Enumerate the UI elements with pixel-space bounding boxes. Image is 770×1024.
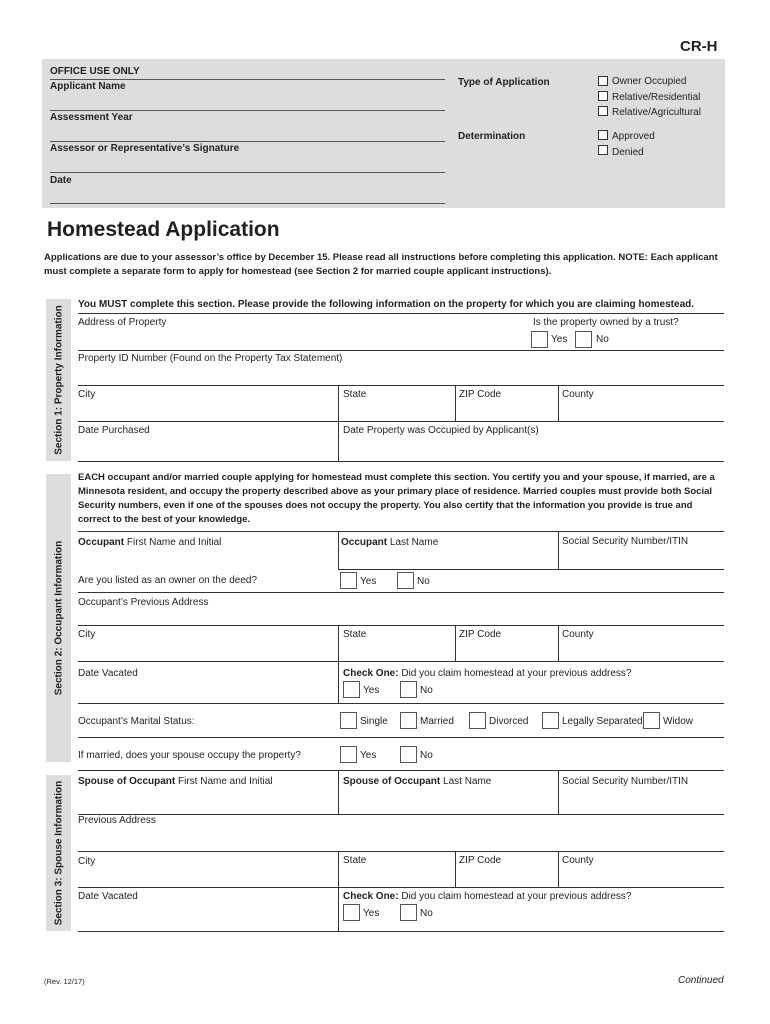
determination-label: Determination [458,131,526,142]
owner-occupied-label: Owner Occupied [612,76,687,87]
divider [338,851,339,887]
assessment-year-label: Assessment Year [50,112,133,123]
owner-occupied-checkbox[interactable] [598,76,608,86]
spouse-occupy-question: If married, does your spouse occupy the property? [78,750,301,761]
marital-widow-checkbox[interactable] [643,712,660,729]
divider [338,531,339,569]
owner-deed-no-label: No [417,576,430,587]
spouse-occupy-no-checkbox[interactable] [400,746,417,763]
section3-tab-label: Section 3: Spouse Information [53,780,64,926]
city-label[interactable]: City [78,389,96,400]
relative-agricultural-label: Relative/Agricultural [612,107,701,118]
spouse-ssn-label[interactable]: Social Security Number/ITIN [562,776,689,787]
date-label: Date [50,175,72,186]
spouse-prev-homestead-yes-checkbox[interactable] [343,904,360,921]
office-use-box [42,59,725,208]
form-code: CR-H [680,38,718,55]
owner-deed-no-checkbox[interactable] [397,572,414,589]
marital-status-label: Occupant’s Marital Status: [78,716,195,727]
spouse-last-name-label[interactable]: Spouse of Occupant Last Name [343,776,492,787]
marital-single-checkbox[interactable] [340,712,357,729]
marital-widow-label: Widow [663,716,694,727]
divider [78,461,724,462]
divider [78,703,724,704]
divider [78,531,724,532]
marital-divorced-label: Divorced [489,716,529,727]
relative-residential-label: Relative/Residential [612,92,701,103]
continued-note: Continued [678,975,724,986]
divider [455,851,456,887]
signature-line[interactable] [50,172,445,173]
spouse-previous-address-label[interactable]: Previous Address [78,815,156,826]
date-line[interactable] [50,203,445,204]
divider [78,737,724,738]
marital-divorced-checkbox[interactable] [469,712,486,729]
divider [78,313,724,314]
address-of-property-label: Address of Property [78,317,167,328]
divider [455,625,456,661]
divider [78,625,724,626]
relative-agricultural-checkbox[interactable] [598,106,608,116]
spouse-state-label[interactable]: State [343,855,367,866]
divider [78,814,724,815]
spouse-city-label[interactable]: City [78,856,96,867]
applicant-name-label: Applicant Name [50,81,126,92]
divider [558,531,559,569]
section1-tab [46,299,71,461]
spouse-prev-homestead-no-label: No [420,908,433,919]
spouse-prev-homestead-no-checkbox[interactable] [400,904,417,921]
assessment-year-line[interactable] [50,141,445,142]
divider [338,569,724,570]
spouse-prev-homestead-question: Check One: Did you claim homestead at your previous address? [343,891,632,902]
approved-label: Approved [612,131,655,142]
county-label[interactable]: County [562,389,594,400]
marital-single-label: Single [360,716,388,727]
trust-no-label: No [596,334,609,345]
section1-tab-label: Section 1: Property Information [53,305,64,455]
occupant-previous-address-label[interactable]: Occupant’s Previous Address [78,597,209,608]
date-occupied-label[interactable]: Date Property was Occupied by Applicant(s) [343,425,539,436]
occupant-last-name-label[interactable]: Occupant Last Name [341,537,439,548]
section2-instruction: EACH occupant and/or married couple applying for homestead must complete this section. You certify you and your spouse, if married, are a Minnesota resident, and occupy the property described above as your primary place of residence. Married couples must provide both Social Security numbers, even if one of the spouses does not occupy the property. You also certify that the information you provide is true and correct to the best of your knowledge. [78,472,715,525]
occupant-date-vacated-label[interactable]: Date Vacated [78,668,138,679]
date-purchased-label[interactable]: Date Purchased [78,425,150,436]
spouse-occupy-no-label: No [420,750,433,761]
trust-yes-label: Yes [551,334,568,345]
section2-tab [46,474,71,762]
divider [78,887,724,888]
owner-deed-yes-checkbox[interactable] [340,572,357,589]
divider [78,661,724,662]
spouse-date-vacated-label[interactable]: Date Vacated [78,891,138,902]
divider [338,421,339,461]
divider [78,770,724,771]
property-id-label[interactable]: Property ID Number (Found on the Property Tax Statement) [78,353,343,364]
approved-checkbox[interactable] [598,130,608,140]
marital-married-label: Married [420,716,454,727]
trust-yes-checkbox[interactable] [531,331,548,348]
divider [50,79,445,80]
divider [338,887,339,931]
occupant-ssn-label[interactable]: Social Security Number/ITIN [562,536,689,547]
spouse-occupy-yes-label: Yes [360,750,377,761]
trust-question-label: Is the property owned by a trust? [533,317,679,328]
applicant-name-line[interactable] [50,110,445,111]
state-label[interactable]: State [343,389,367,400]
occupant-first-name-label[interactable]: Occupant First Name and Initial [78,537,222,548]
occupant-prev-homestead-question: Check One: Did you claim homestead at your previous address? [343,668,632,679]
section3-tab [46,775,71,931]
signature-label: Assessor or Representative’s Signature [50,143,240,154]
occupant-zip-label[interactable]: ZIP Code [459,629,502,640]
occupant-prev-homestead-yes-label: Yes [363,685,380,696]
trust-no-checkbox[interactable] [575,331,592,348]
occupant-prev-homestead-no-checkbox[interactable] [400,681,417,698]
denied-label: Denied [612,147,644,158]
divider [338,770,339,814]
occupant-county-label[interactable]: County [562,629,594,640]
divider [338,625,339,661]
page-title: Homestead Application [47,218,280,241]
denied-checkbox[interactable] [598,145,608,155]
office-use-title: OFFICE USE ONLY [50,66,140,77]
section2-tab-label: Section 2: Occupant Information [53,540,64,696]
revision-note: (Rev. 12/17) [44,977,85,986]
spouse-first-name-label[interactable]: Spouse of Occupant First Name and Initial [78,776,273,787]
zip-label[interactable]: ZIP Code [459,389,502,400]
occupant-prev-homestead-no-label: No [420,685,433,696]
occupant-city-label[interactable]: City [78,629,96,640]
divider [338,385,339,421]
divider [338,661,339,703]
divider [558,385,559,421]
marital-legally-separated-label: Legally Separated [562,716,643,727]
marital-married-checkbox[interactable] [400,712,417,729]
spouse-zip-label[interactable]: ZIP Code [459,855,502,866]
divider [78,385,724,386]
type-of-application-label: Type of Application [458,77,550,88]
divider [78,350,724,351]
divider [78,931,724,932]
divider [78,421,724,422]
marital-legally-separated-checkbox[interactable] [542,712,559,729]
owner-deed-yes-label: Yes [360,576,377,587]
divider [558,851,559,887]
divider [78,592,724,593]
divider [558,770,559,814]
occupant-prev-homestead-yes-checkbox[interactable] [343,681,360,698]
divider [455,385,456,421]
intro-text: Applications are due to your assessor’s office by December 15. Please read all instructions before completing this application. NOTE: Each applicant must complete a separate form to apply for homestead (see Section 2 for married couple applicant instructions). [44,252,718,277]
occupant-state-label[interactable]: State [343,629,367,640]
spouse-prev-homestead-yes-label: Yes [363,908,380,919]
section1-instruction: You MUST complete this section. Please provide the following information on the property for which you are claiming homestead. [78,299,695,310]
spouse-county-label[interactable]: County [562,855,594,866]
divider [78,851,724,852]
owner-on-deed-question: Are you listed as an owner on the deed? [78,575,258,586]
spouse-occupy-yes-checkbox[interactable] [340,746,357,763]
relative-residential-checkbox[interactable] [598,91,608,101]
divider [558,625,559,661]
